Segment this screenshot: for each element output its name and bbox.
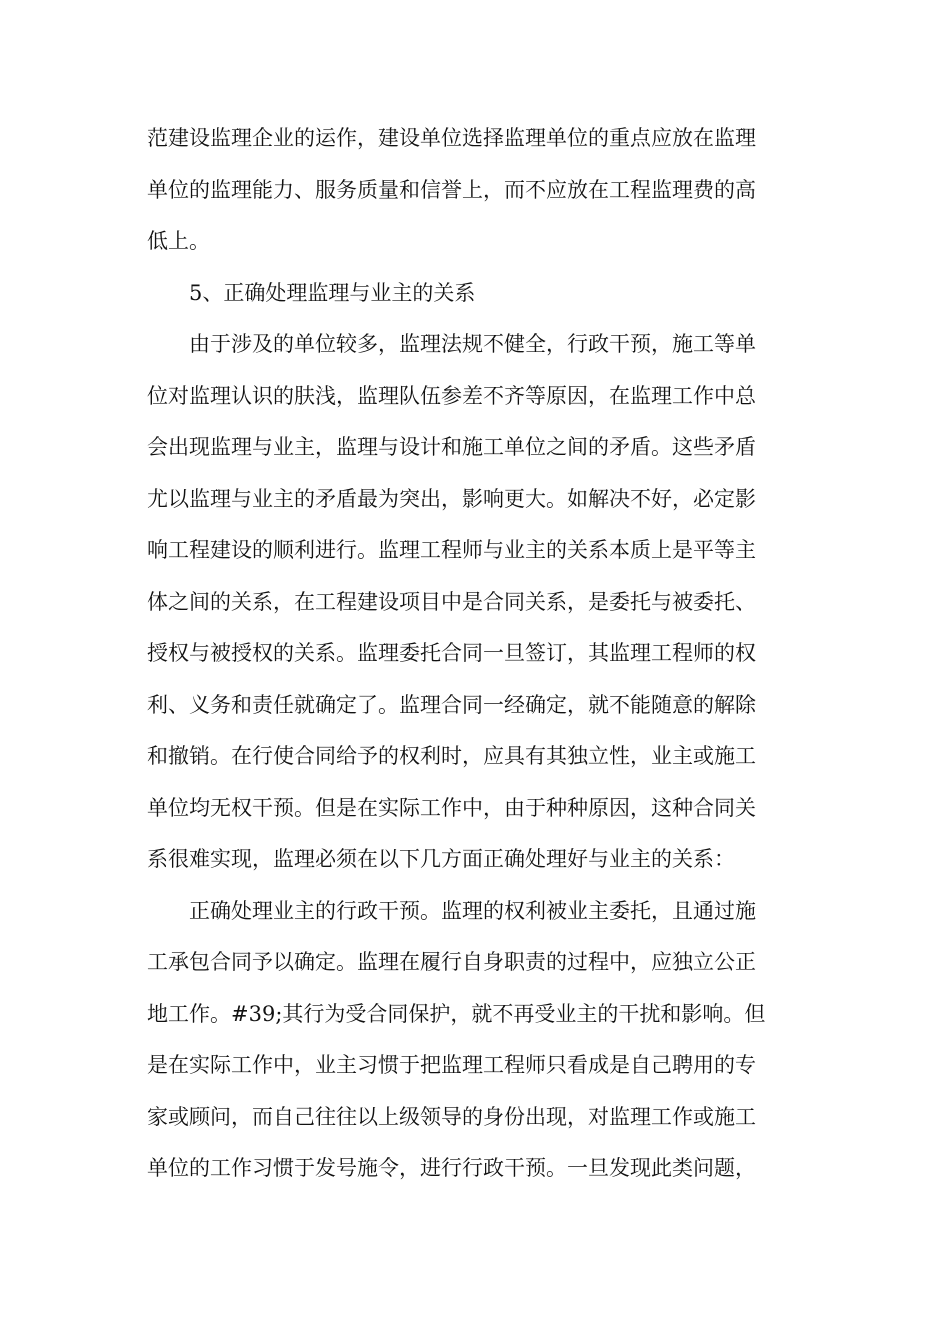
- text-line: 系很难实现，监理必须在以下几方面正确处理好与业主的关系：: [147, 847, 735, 871]
- text-line: 由于涉及的单位较多，监理法规不健全，行政干预，施工等单: [189, 332, 756, 356]
- text-line: 低上。: [147, 229, 210, 253]
- text-line: 正确处理业主的行政干预。监理的权利被业主委托，且通过施: [189, 898, 756, 923]
- text-line: 是在实际工作中，业主习惯于把监理工程师只看成是自己聘用的专: [147, 1053, 756, 1077]
- text-line: 单位的监理能力、服务质量和信誉上，而不应放在工程监理费的高: [147, 177, 756, 202]
- text-line: 尤以监理与业主的矛盾最为突出，影响更大。如解决不好，必定影: [147, 486, 756, 511]
- text-line: 授权与被授权的关系。监理委托合同一旦签订，其监理工程师的权: [147, 641, 756, 665]
- text-line: 工承包合同予以确定。监理在履行自身职责的过程中，应独立公正: [147, 950, 756, 974]
- body-text: [147, 113, 807, 1195]
- text-line: 单位均无权干预。但是在实际工作中，由于种种原因，这种合同关: [147, 795, 756, 820]
- text-line: 体之间的关系，在工程建设项目中是合同关系，是委托与被委托、: [147, 589, 756, 614]
- text-line: 和撤销。在行使合同给予的权利时，应具有其独立性，业主或施工: [147, 744, 756, 768]
- text-line: 单位的工作习惯于发号施令，进行行政干预。一旦发现此类问题，: [147, 1156, 756, 1180]
- text-line: 范建设监理企业的运作，建设单位选择监理单位的重点应放在监理: [147, 126, 756, 150]
- text-line: 会出现监理与业主，监理与设计和施工单位之间的矛盾。这些矛盾: [147, 435, 756, 459]
- text-line: 家或顾问，而自己往往以上级领导的身份出现，对监理工作或施工: [147, 1104, 756, 1129]
- text-line: 地工作。#39;其行为受合同保护，就不再受业主的干扰和影响。但: [147, 1001, 766, 1026]
- text-line: 利、义务和责任就确定了。监理合同一经确定，就不能随意的解除: [147, 692, 756, 717]
- text-line: 5、正确处理监理与业主的关系: [189, 280, 476, 305]
- text-line: 位对监理认识的肤浅，监理队伍参差不齐等原因，在监理工作中总: [147, 383, 756, 408]
- text-line: 响工程建设的顺利进行。监理工程师与业主的关系本质上是平等主: [147, 538, 756, 562]
